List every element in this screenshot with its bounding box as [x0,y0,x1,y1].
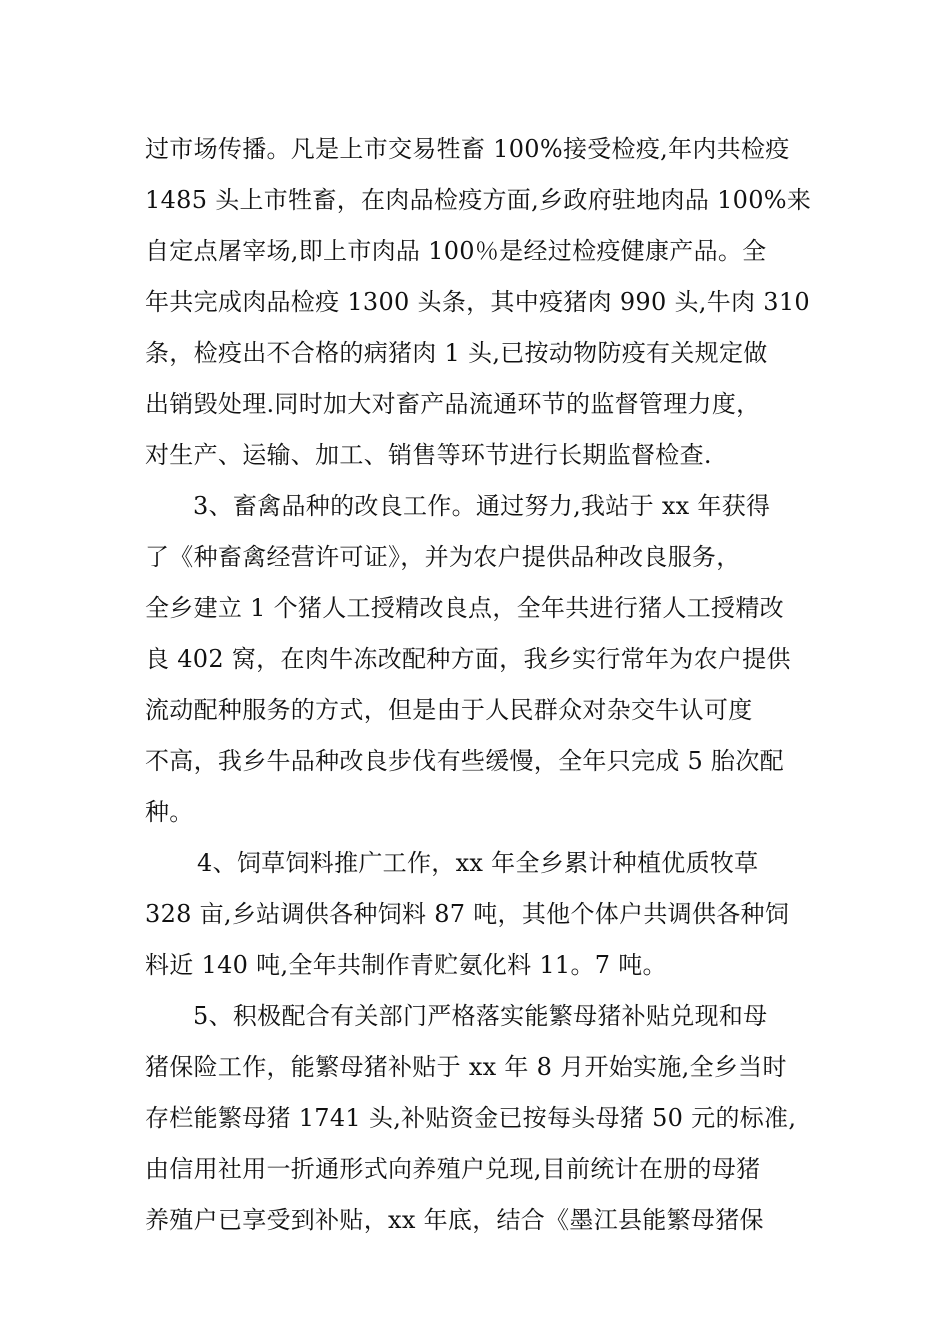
text-line: 流动配种服务的方式，但是由于人民群众对杂交牛认可度 [145,696,753,724]
text-line: 存栏能繁母猪 1741 头,补贴资金已按每头母猪 50 元的标准, [145,1104,797,1132]
text-line: 料近 140 吨,全年共制作青贮氨化料 11。7 吨。 [145,951,667,979]
text-line: 1485 头上市牲畜，在肉品检疫方面,乡政府驻地肉品 100%来 [145,186,812,214]
paragraph-start-line: 3、畜禽品种的改良工作。通过努力,我站于 xx 年获得 [193,492,771,520]
text-line: 由信用社用一折通形式向养殖户兑现,目前统计在册的母猪 [145,1155,761,1183]
text-line: 过市场传播。凡是上市交易牲畜 100%接受检疫,年内共检疫 [145,135,790,163]
text-line: 自定点屠宰场,即上市肉品 100％是经过检疫健康产品。全 [145,237,767,265]
text-line: 出销毁处理.同时加大对畜产品流通环节的监督管理力度， [145,390,761,418]
text-line: 条，检疫出不合格的病猪肉 1 头,已按动物防疫有关规定做 [145,339,768,367]
text-line: 猪保险工作，能繁母猪补贴于 xx 年 8 月开始实施,全乡当时 [145,1053,787,1081]
text-line: 不高，我乡牛品种改良步伐有些缓慢，全年只完成 5 胎次配 [145,747,784,775]
text-line: 种。 [145,798,194,826]
text-line: 年共完成肉品检疫 1300 头条，其中疫猪肉 990 头,牛肉 310 [145,288,810,316]
text-line: 了《种畜禽经营许可证》，并为农户提供品种改良服务， [145,543,741,571]
text-line: 对生产、运输、加工、销售等环节进行长期监督检查. [145,441,712,469]
text-line: 全乡建立 1 个猪人工授精改良点，全年共进行猪人工授精改 [145,594,784,622]
text-line: 328 亩,乡站调供各种饲料 87 吨，其他个体户共调供各种饲 [145,900,790,928]
paragraph-start-line: 4、饲草饲料推广工作，xx 年全乡累计种植优质牧草 [197,849,759,877]
text-line: 养殖户已享受到补贴，xx 年底，结合《墨江县能繁母猪保 [145,1206,764,1234]
paragraph-start-line: 5、积极配合有关部门严格落实能繁母猪补贴兑现和母 [193,1002,768,1030]
text-line: 良 402 窝，在肉牛冻改配种方面，我乡实行常年为农户提供 [145,645,791,673]
